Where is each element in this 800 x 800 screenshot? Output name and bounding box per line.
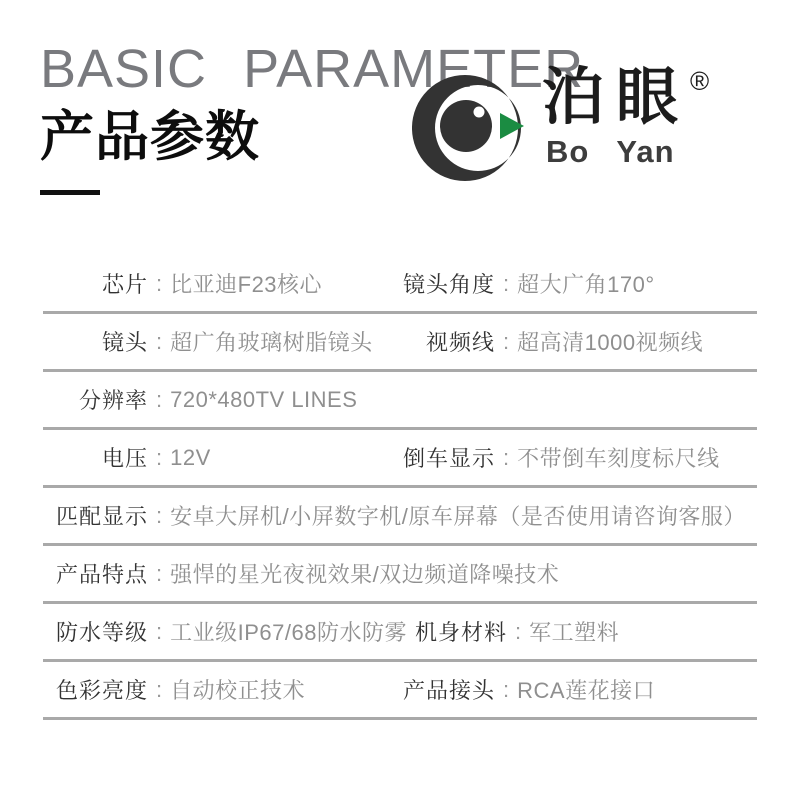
- spec-value: 12V: [170, 444, 211, 470]
- brand-logo: [412, 60, 710, 188]
- spec-colon: :: [514, 618, 522, 644]
- spec-value: 安卓大屏机/小屏数字机/原车屏幕（是否使用请咨询客服）: [170, 504, 746, 529]
- spec-colon: :: [156, 676, 163, 702]
- spec-cell: [43, 326, 395, 357]
- spec-label: 产品特点: [55, 562, 148, 587]
- spec-colon: :: [156, 328, 163, 354]
- spec-value: 工业级IP67/68防水防雾: [170, 620, 407, 645]
- spec-label: 镜头角度: [402, 272, 495, 297]
- brand-name-zh: 泊眼®: [542, 60, 710, 133]
- spec-row: [43, 314, 757, 372]
- spec-colon: :: [156, 444, 163, 470]
- spec-value: 超高清1000视频线: [517, 330, 704, 355]
- spec-cell: [43, 558, 559, 589]
- spec-colon: :: [156, 618, 163, 644]
- spec-label: 倒车显示: [402, 446, 495, 471]
- spec-cell: [395, 674, 655, 705]
- spec-value: 720*480TV LINES: [170, 386, 358, 412]
- spec-colon: :: [156, 502, 163, 528]
- spec-value: 超大广角170°: [517, 272, 655, 297]
- spec-colon: :: [503, 270, 510, 296]
- title-underline: [40, 190, 100, 195]
- spec-cell: [407, 616, 619, 647]
- spec-value: 超广角玻璃树脂镜头: [170, 330, 373, 355]
- spec-colon: :: [503, 676, 510, 702]
- spec-label: 产品接头: [402, 678, 495, 703]
- spec-cell: [395, 268, 655, 299]
- logo-text: [542, 60, 710, 169]
- spec-label: 视频线: [425, 330, 495, 355]
- spec-value: RCA莲花接口: [517, 678, 656, 703]
- spec-row: [43, 430, 757, 488]
- spec-value: 不带倒车刻度标尺线: [517, 446, 720, 471]
- spec-label: 匹配显示: [55, 504, 148, 529]
- brand-name-en: Bo Yan: [546, 134, 675, 169]
- page-title-en-word1: BASIC: [40, 39, 208, 99]
- spec-row: [43, 488, 757, 546]
- spec-cell: [43, 268, 395, 299]
- page-title-en-word2: PARAMETER: [243, 39, 585, 99]
- spec-colon: :: [503, 444, 510, 470]
- spec-cell: [43, 616, 407, 647]
- spec-value: 强悍的星光夜视效果/双边频道降噪技术: [170, 562, 560, 587]
- spec-colon: :: [503, 328, 510, 354]
- spec-row: [43, 372, 757, 430]
- spec-row: [43, 662, 757, 720]
- spec-cell: [395, 442, 720, 473]
- spec-label: 电压: [101, 446, 148, 471]
- spec-row: [43, 546, 757, 604]
- spec-cell: [43, 442, 395, 473]
- spec-cell: [43, 384, 395, 415]
- header: [40, 0, 800, 250]
- spec-row: [43, 256, 757, 314]
- spec-value: 比亚迪F23核心: [170, 272, 323, 297]
- spec-label: 机身材料: [414, 620, 507, 645]
- registered-mark: ®: [690, 66, 710, 96]
- eye-logo-icon: [412, 66, 526, 188]
- spec-cell: [43, 674, 395, 705]
- spec-label: 分辨率: [78, 388, 148, 413]
- spec-label: 色彩亮度: [55, 678, 148, 703]
- spec-colon: :: [156, 560, 163, 586]
- page-title-zh: 产品参数: [40, 107, 260, 167]
- spec-cell: [43, 500, 746, 531]
- spec-colon: :: [156, 386, 163, 412]
- spec-table: [43, 256, 757, 720]
- spec-row: [43, 604, 757, 662]
- spec-cell: [395, 326, 703, 357]
- spec-value: 自动校正技术: [170, 678, 306, 703]
- spec-label: 防水等级: [55, 620, 148, 645]
- spec-colon: :: [156, 270, 163, 296]
- spec-label: 芯片: [101, 272, 148, 297]
- spec-label: 镜头: [101, 330, 148, 355]
- spec-value: 军工塑料: [529, 620, 620, 645]
